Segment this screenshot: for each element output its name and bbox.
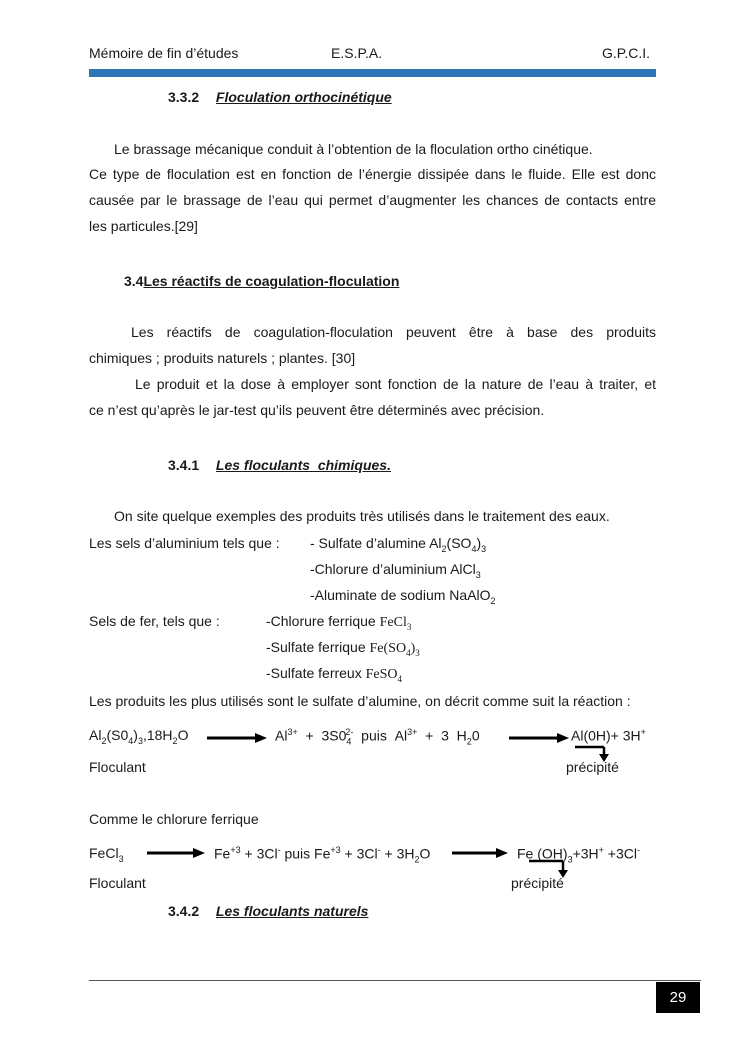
paragraph-line: Ce type de floculation est en fonction de l’énergie dissipée dans le fluide. Elle est donc (89, 166, 656, 182)
footer-rule (89, 980, 701, 981)
iron-label: Sels de fer, tels que : (89, 613, 220, 629)
paragraph-line: causée par le brassage de l’eau qui permet d’augmenter les chances de contacts entre (89, 192, 656, 208)
paragraph-line: chimiques ; produits naturels ; plantes. [30] (89, 350, 356, 366)
aluminium-item: -Chlorure d’aluminium AlCl$_3$ (310, 561, 481, 580)
iron-item: -Sulfate ferrique $Fe(SO_4)_3$ (266, 639, 420, 658)
header-left: Mémoire de fin d’études (89, 45, 239, 61)
iron-item-name: -Sulfate ferrique (266, 639, 370, 655)
paragraph-line: les particules.[29] (89, 218, 198, 234)
paragraph-line: Le brassage mécanique conduit à l’obtention de la floculation ortho cinétique. (114, 141, 593, 157)
reaction1-result: Al(0H)+ 3H+ (571, 727, 646, 744)
reaction-arrow-icon (207, 732, 267, 744)
iron-item: -Sulfate ferreux FeSO$_4$ (266, 665, 403, 684)
page-number: 29 (656, 982, 700, 1013)
reaction2-reactant: FeCl$_3$ (89, 845, 124, 864)
aluminium-item-name: -Aluminate de sodium (310, 587, 450, 603)
paragraph-line: ce n’est qu’après le jar-test qu’ils peuvent être déterminés avec précision. (89, 402, 545, 418)
aluminium-item: - Sulfate d’alumine $Al_2(SO_4)_3$ (310, 535, 487, 554)
reaction2-right-label: précipité (511, 875, 564, 891)
section-341-heading (168, 457, 391, 473)
paragraph-line: Le produit et la dose à employer sont fonction de la nature de l’eau à traiter, et (135, 376, 656, 392)
reaction2-products: $Fe^{+3} + 3Cl^-$ puis $Fe^{+3} + 3Cl^- + 3H_2O$ (214, 845, 431, 865)
aluminium-item: -Aluminate de sodium NaAlO$_2$ (310, 587, 496, 606)
reaction2-left-label: Floculant (89, 875, 146, 891)
section-34-title: Les réactifs de coagulation-floculation (143, 273, 400, 289)
section-332-title: Floculation orthocinétique (215, 89, 392, 105)
aluminium-label: Les sels d’aluminium tels que : (89, 535, 280, 551)
section-342-heading (168, 903, 368, 919)
section-341-title: Les floculants chimiques. (215, 457, 391, 473)
reaction1-products: $Al^{3+} + 3S0_4^{2-}$ puis $Al^{3+} + 3$ $H_20$ (275, 727, 480, 747)
reaction2-result: Fe $(OH)_3+3H^+ +3Cl^-$ (517, 845, 640, 865)
header-center: E.S.P.A. (331, 45, 383, 61)
reaction-arrow-icon (509, 732, 569, 744)
paragraph-line: On site quelque exemples des produits très utilisés dans le traitement des eaux. (114, 508, 610, 524)
section-332-heading (168, 89, 392, 105)
reaction-arrow-icon (147, 847, 207, 859)
section-34-heading (124, 273, 399, 289)
section-34-number: 3.4 (124, 273, 144, 289)
reaction-arrow-icon (452, 847, 512, 859)
reaction1-left-label: Floculant (89, 759, 146, 775)
iron-item-name: -Sulfate ferreux (266, 665, 366, 681)
iron-item-name: -Chlorure ferrique (266, 613, 380, 629)
section-332-number: 3.3.2 (168, 89, 200, 105)
header-right: G.P.C.I. (602, 45, 650, 61)
header-rule (89, 69, 656, 77)
aluminium-item-name: -Chlorure d’aluminium (310, 561, 451, 577)
reaction1-right-label: précipité (566, 759, 619, 775)
reaction-intro: Les produits les plus utilisés sont le sulfate d’alumine, on décrit comme suit la réaction : (89, 693, 631, 709)
section-342-title: Les floculants naturels (215, 903, 369, 919)
paragraph-line: Les réactifs de coagulation-floculation peuvent être à base des produits (131, 324, 656, 340)
section-342-number: 3.4.2 (168, 903, 200, 919)
ferric-intro: Comme le chlorure ferrique (89, 811, 259, 827)
iron-item: -Chlorure ferrique FeCl$_3$ (266, 613, 412, 632)
aluminium-item-name: - Sulfate d’alumine (310, 535, 430, 551)
reaction1-reactant: $Al_2(S0_4)_3,18H_2O$ (89, 727, 189, 746)
section-341-number: 3.4.1 (168, 457, 200, 473)
